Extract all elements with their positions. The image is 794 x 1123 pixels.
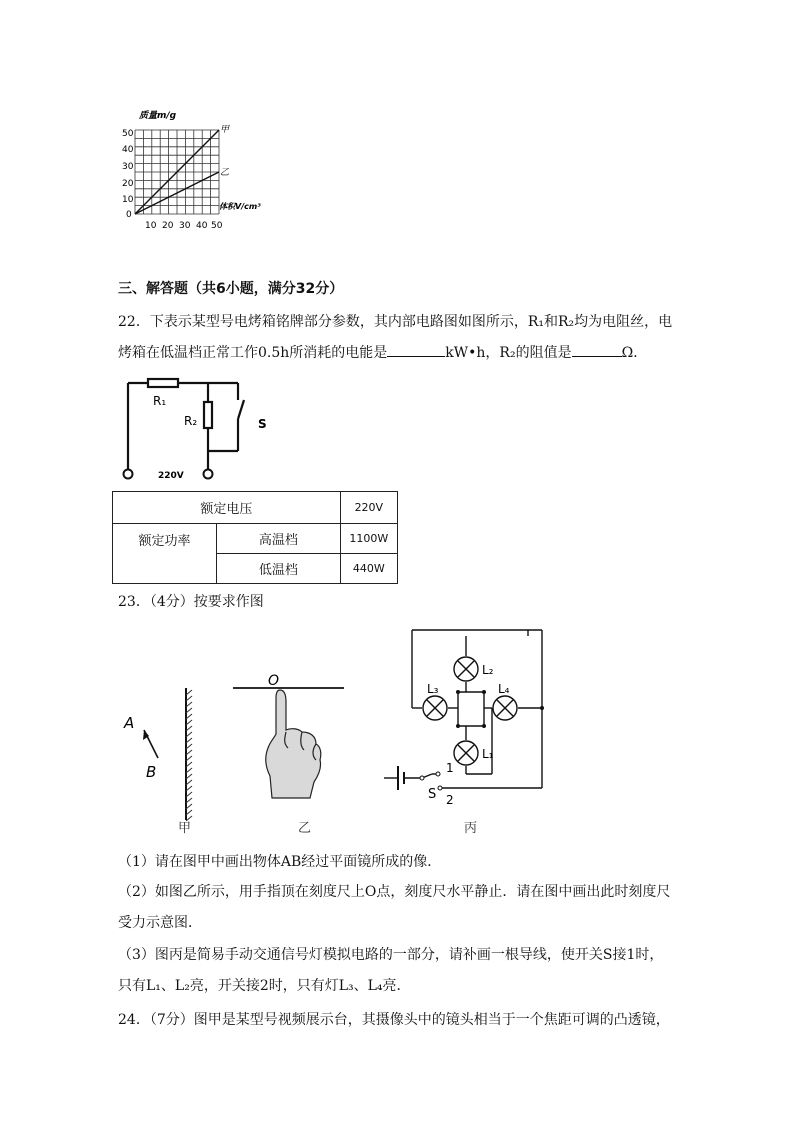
graph-x-tick: 10 [145, 221, 157, 231]
cell-rated-voltage-value: 220V [340, 492, 397, 524]
graph-y-tick: 40 [122, 145, 134, 155]
lamp-l3 [423, 696, 447, 720]
label-voltage: 220V [158, 471, 184, 481]
lamp-l1 [454, 741, 478, 765]
q22-line2-text-a: 烤箱在低温档正常工作0.5h所消耗的电能是 [118, 345, 388, 361]
resistor-r2 [204, 402, 212, 428]
graph-x-tick: 50 [211, 221, 223, 231]
q23-part1: （1）请在图甲中画出物体AB经过平面镜所成的像． [118, 854, 442, 870]
graph-y-axis-label: 质量m/g [139, 111, 177, 121]
cell-low-value: 440W [340, 554, 397, 584]
graph-y-tick: 50 [122, 129, 134, 139]
cell-high-label: 高温档 [217, 524, 341, 554]
label-pos2: 2 [446, 793, 454, 807]
lamp-l4 [493, 696, 517, 720]
q23-part2-line1: （2）如图乙所示，用手指顶在刻度尺上O点，刻度尺水平静止．请在图中画出此时刻度尺 [118, 884, 671, 900]
answer-blank-energy [387, 342, 445, 357]
q22-line2-text-b: kW•h，R₂的阻值是 [445, 345, 572, 361]
q23-title: 23．（4分）按要求作图 [118, 594, 264, 610]
hand [266, 690, 321, 798]
oven-spec-table [112, 491, 398, 584]
oven-circuit-diagram [112, 372, 292, 484]
mass-volume-graph [115, 105, 285, 233]
lamp-l2 [454, 657, 478, 681]
label-s: S [428, 787, 437, 802]
q23-part2-line2: 受力示意图． [118, 915, 202, 931]
graph-series-label-jia: 甲 [220, 125, 230, 135]
figure-yi-finger-ruler [228, 672, 353, 836]
q23-part3-line1: （3）图丙是简易手动交通信号灯模拟电路的一部分，请补画一根导线，使开关S接1时， [118, 947, 664, 963]
cell-rated-voltage-label: 额定电压 [113, 492, 341, 524]
figure-jia-mirror [118, 686, 218, 836]
q22-line2 [118, 342, 647, 363]
graph-series-label-yi: 乙 [220, 168, 230, 178]
q23-part3-line2: 只有L₁、L₂亮，开关接2时，只有灯L₃、L₄亮． [118, 978, 411, 994]
caption-yi: 乙 [298, 821, 312, 836]
graph-x-tick: 30 [179, 221, 191, 231]
resistor-r1 [148, 379, 178, 387]
label-a: A [124, 714, 135, 732]
label-l3: L₃ [427, 682, 439, 696]
label-r2: R₂ [184, 414, 198, 428]
graph-y-tick: 20 [122, 179, 134, 189]
figure-bing-circuit [378, 626, 550, 836]
graph-y-tick: 10 [122, 195, 134, 205]
terminal-left [124, 470, 133, 479]
label-o: O [268, 673, 280, 689]
graph-x-tick: 20 [162, 221, 174, 231]
label-switch-s: S [258, 417, 267, 431]
label-l4: L₄ [498, 682, 510, 696]
graph-y-tick: 0 [126, 210, 132, 220]
caption-jia: 甲 [178, 821, 192, 836]
label-l1: L₁ [482, 747, 494, 761]
switch-s [238, 400, 244, 419]
q24-line1: 24．（7分）图甲是某型号视频展示台，其摄像头中的镜头相当于一个焦距可调的凸透镜， [118, 1012, 670, 1028]
section-title: 三、解答题（共6小题，满分32分） [118, 281, 344, 297]
q22-line2-text-c: Ω． [621, 345, 648, 361]
q22-line1: 22．下表示某型号电烤箱铭牌部分参数，其内部电路图如图所示，R₁和R₂均为电阻丝，电 [118, 314, 673, 330]
cell-low-label: 低温档 [217, 554, 341, 584]
graph-y-tick: 30 [122, 162, 134, 172]
cell-high-value: 1100W [340, 524, 397, 554]
label-b: B [146, 763, 157, 781]
terminal-right [204, 470, 213, 479]
label-r1: R₁ [153, 394, 167, 408]
answer-blank-resistance [572, 342, 622, 357]
caption-bing: 丙 [464, 821, 478, 836]
graph-x-axis-label: 体积V/cm³ [219, 202, 261, 211]
graph-x-tick: 40 [196, 221, 208, 231]
cell-rated-power-label: 额定功率 [113, 524, 217, 584]
label-l2: L₂ [482, 663, 494, 677]
label-pos1: 1 [446, 761, 454, 775]
